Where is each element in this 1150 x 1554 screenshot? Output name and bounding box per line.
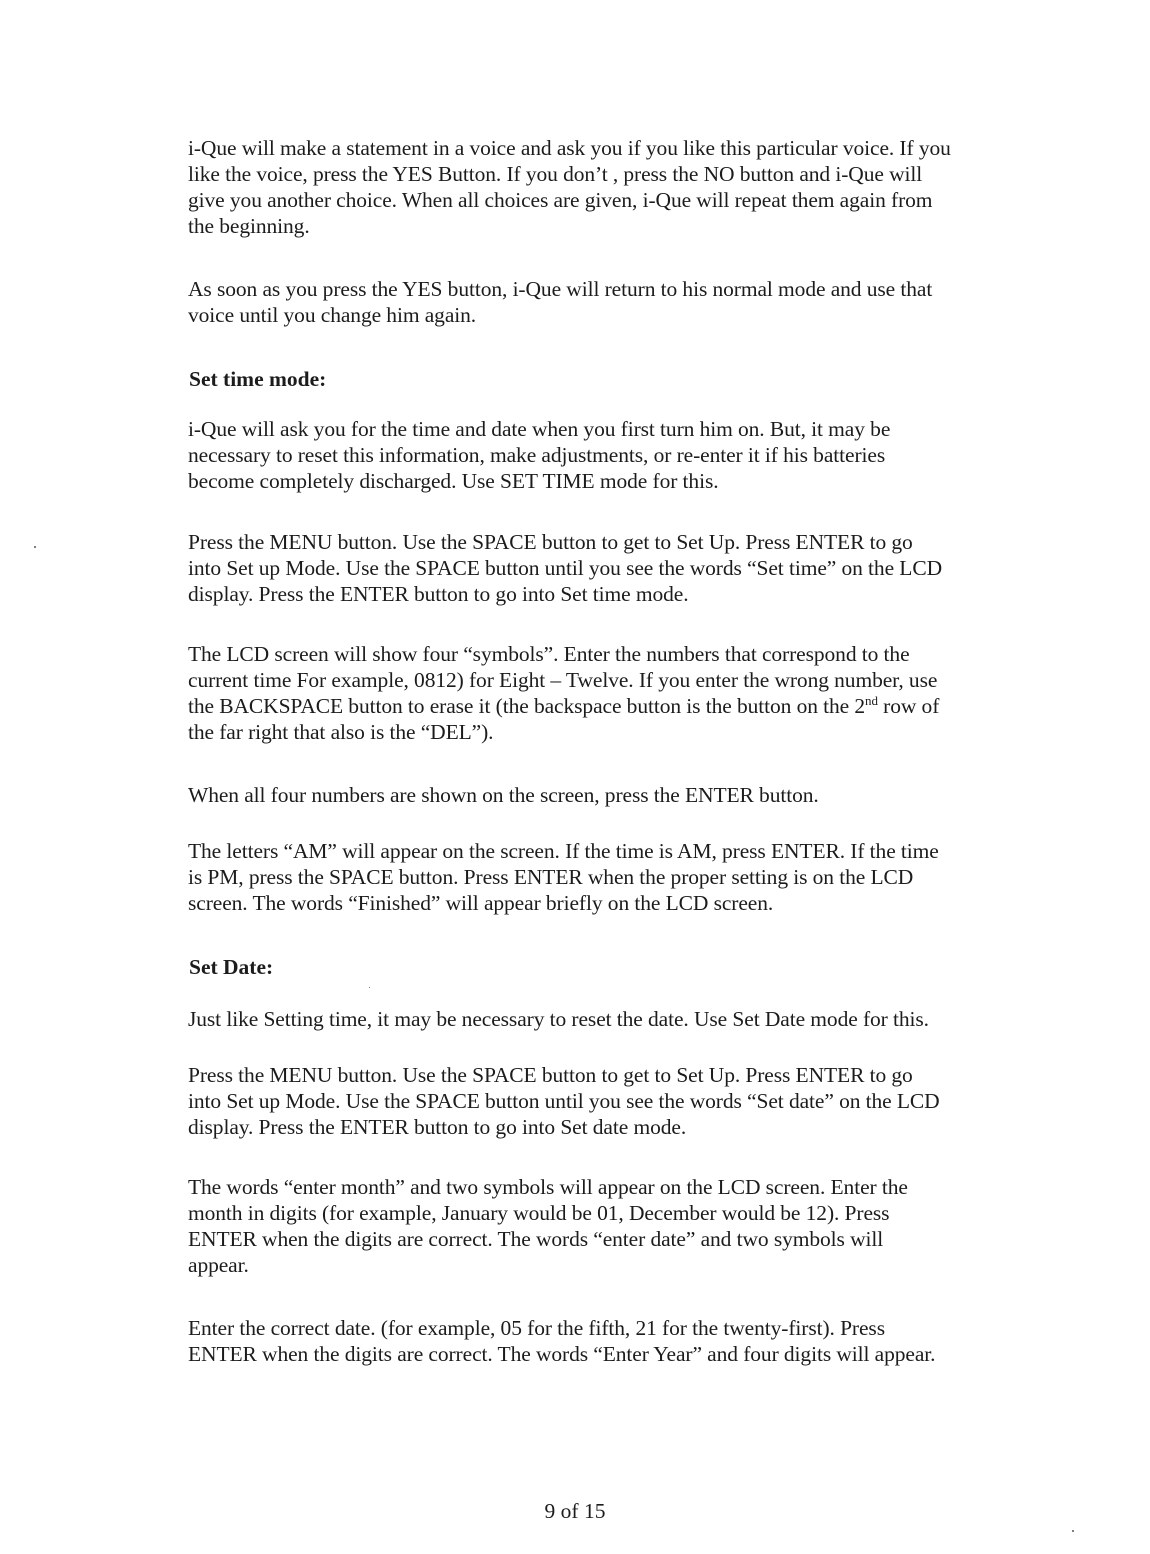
ordinal-suffix: nd — [865, 692, 878, 708]
set-date-heading: Set Date: — [189, 955, 274, 979]
text-line: i-Que will ask you for the time and date when you first turn him on. But, it may be — [188, 417, 891, 441]
text-line: month in digits (for example, January would be 01, December would be 12). Press — [188, 1201, 890, 1225]
text-line: voice until you change him again. — [188, 303, 477, 327]
text-line: ENTER when the digits are correct. The words “Enter Year” and four digits will appear. — [188, 1342, 936, 1366]
text-segment: row of — [877, 694, 940, 718]
text-line: the beginning. — [188, 214, 310, 238]
text-line: As soon as you press the YES button, i-Que will return to his normal mode and use that — [188, 277, 933, 301]
enter-month-paragraph — [188, 1174, 1078, 1278]
text-line: The letters “AM” will appear on the screen. If the time is AM, press ENTER. If the time — [188, 839, 939, 863]
text-line: Press the MENU button. Use the SPACE button to get to Set Up. Press ENTER to go — [188, 1063, 913, 1087]
text-line: into Set up Mode. Use the SPACE button until you see the words “Set date” on the LCD — [188, 1089, 940, 1113]
text-line — [188, 693, 1078, 719]
set-date-intro-paragraph — [188, 1006, 1078, 1032]
scan-speck — [34, 546, 36, 548]
yes-button-paragraph — [188, 276, 1078, 328]
four-numbers-paragraph — [188, 782, 1078, 808]
voice-choice-paragraph — [188, 135, 1078, 239]
text-segment: the BACKSPACE button to erase it (the backspace button is the button on the 2 — [188, 694, 866, 718]
set-time-heading: Set time mode: — [189, 367, 327, 391]
text-line: necessary to reset this information, make adjustments, or re-enter it if his batteries — [188, 443, 886, 467]
text-line: i-Que will make a statement in a voice and ask you if you like this particular voice. If you — [188, 136, 951, 160]
text-line: the far right that also is the “DEL”). — [188, 720, 494, 744]
text-line: display. Press the ENTER button to go into Set time mode. — [188, 582, 689, 606]
text-line: When all four numbers are shown on the screen, press the ENTER button. — [188, 783, 819, 807]
set-date-menu-paragraph — [188, 1062, 1078, 1140]
text-line: screen. The words “Finished” will appear briefly on the LCD screen. — [188, 891, 774, 915]
text-line: appear. — [188, 1253, 249, 1277]
set-time-menu-paragraph — [188, 529, 1078, 607]
text-line: give you another choice. When all choices are given, i-Que will repeat them again from — [188, 188, 933, 212]
text-line: current time For example, 0812) for Eight – Twelve. If you enter the wrong number, use — [188, 668, 938, 692]
text-line: Press the MENU button. Use the SPACE button to get to Set Up. Press ENTER to go — [188, 530, 913, 554]
text-line: The LCD screen will show four “symbols”. Enter the numbers that correspond to the — [188, 642, 910, 666]
text-line: is PM, press the SPACE button. Press ENTER when the proper setting is on the LCD — [188, 865, 914, 889]
text-line: Enter the correct date. (for example, 05 for the fifth, 21 for the twenty-first). Press — [188, 1316, 885, 1340]
text-line: The words “enter month” and two symbols will appear on the LCD screen. Enter the — [188, 1175, 908, 1199]
text-line: ENTER when the digits are correct. The words “enter date” and two symbols will — [188, 1227, 884, 1251]
page-number: 9 of 15 — [544, 1499, 606, 1523]
text-line: become completely discharged. Use SET TIME mode for this. — [188, 469, 719, 493]
scan-speck — [369, 987, 370, 988]
text-line: Just like Setting time, it may be necessary to reset the date. Use Set Date mode for this. — [188, 1007, 929, 1031]
scan-speck — [1072, 1530, 1074, 1532]
text-line: into Set up Mode. Use the SPACE button until you see the words “Set time” on the LCD — [188, 556, 943, 580]
text-line: like the voice, press the YES Button. If you don’t , press the NO button and i-Que will — [188, 162, 923, 186]
text-line: display. Press the ENTER button to go into Set date mode. — [188, 1115, 687, 1139]
lcd-symbols-paragraph — [188, 641, 1078, 745]
enter-date-paragraph — [188, 1315, 1078, 1367]
am-pm-paragraph — [188, 838, 1078, 916]
set-time-intro-paragraph — [188, 416, 1078, 494]
